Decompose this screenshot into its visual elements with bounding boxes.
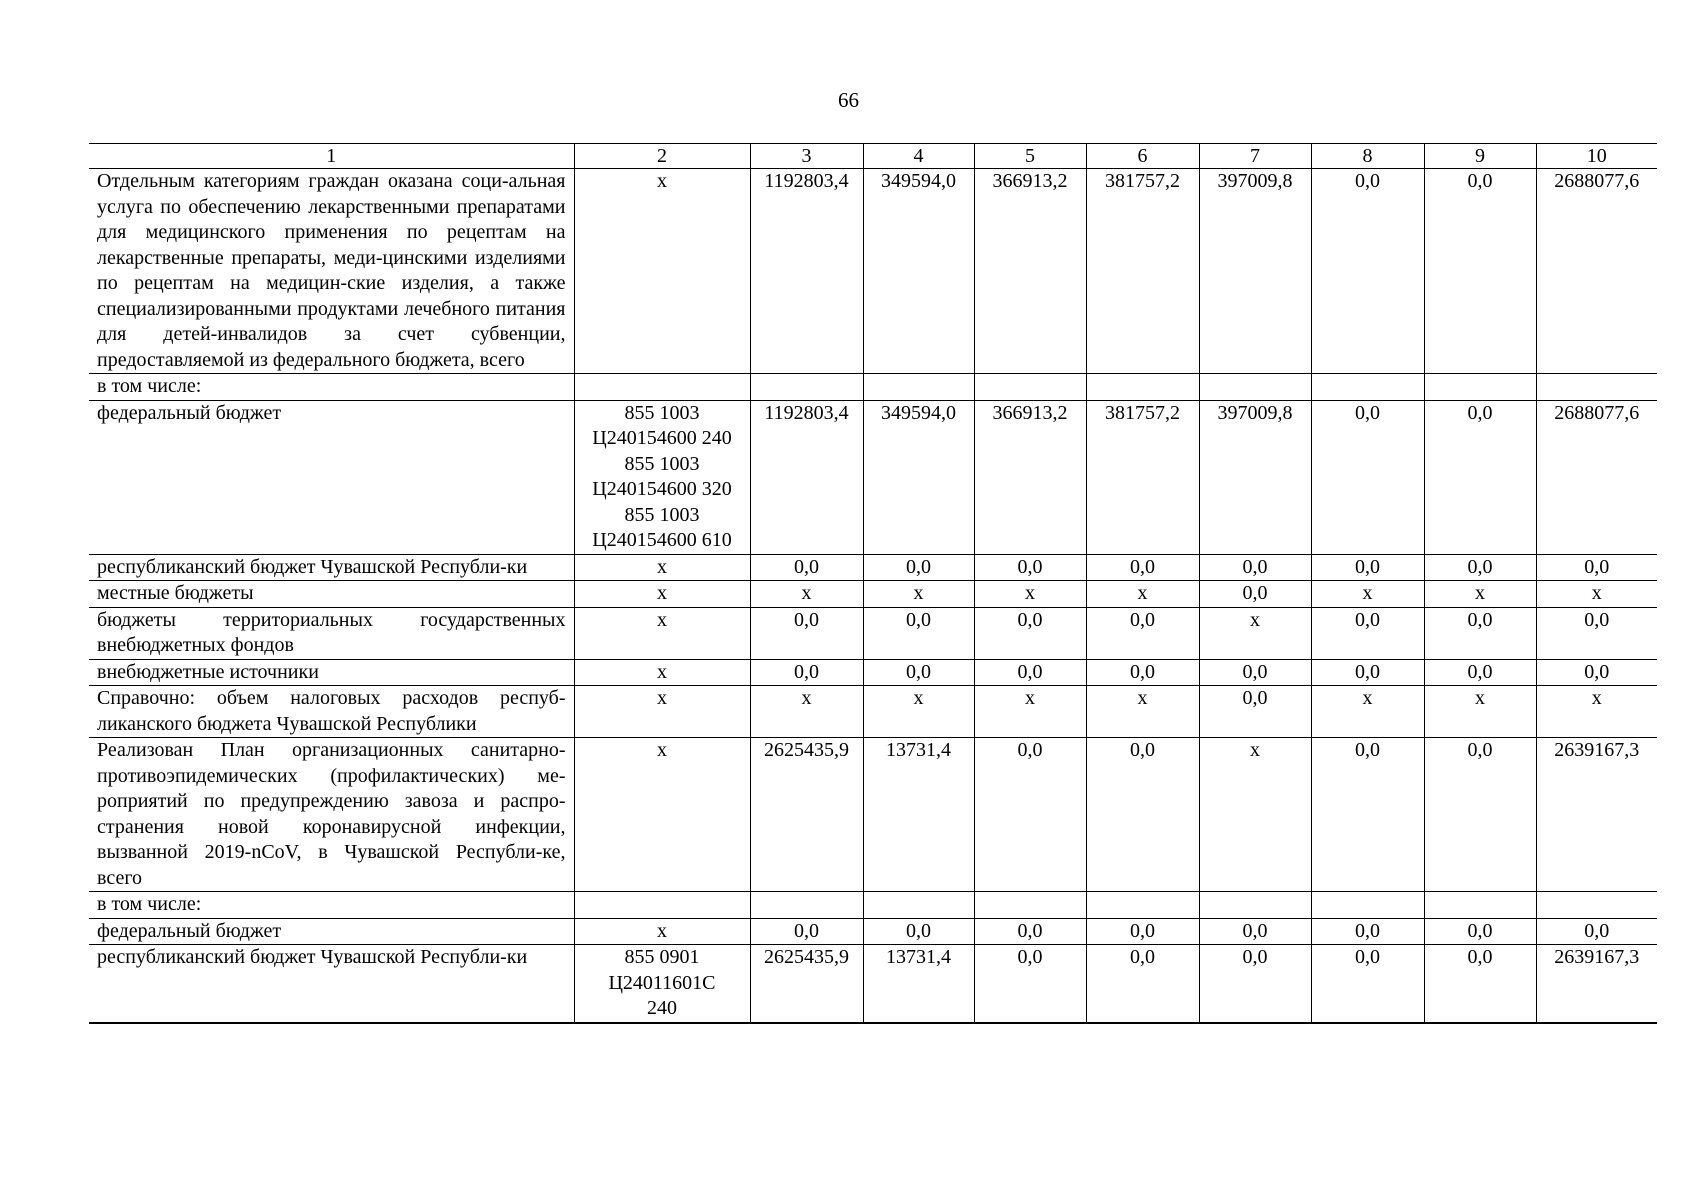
column-number-row bbox=[89, 144, 1657, 169]
table-cell: x bbox=[750, 686, 863, 738]
budget-code bbox=[574, 892, 750, 919]
table-cell: x bbox=[1536, 686, 1657, 738]
table-cell: 13731,4 bbox=[863, 945, 974, 1023]
row-label: в том числе: bbox=[89, 892, 574, 919]
table-cell bbox=[750, 892, 863, 919]
table-cell: 2625435,9 bbox=[750, 945, 863, 1023]
column-header: 10 bbox=[1536, 144, 1657, 169]
row-label: бюджеты территориальных государственных внебюджетных фондов bbox=[89, 607, 574, 659]
table-cell bbox=[1536, 892, 1657, 919]
table-cell: x bbox=[1311, 581, 1424, 608]
table-cell: 0,0 bbox=[974, 918, 1086, 945]
table-cell: 0,0 bbox=[974, 554, 1086, 581]
table-cell: x bbox=[863, 581, 974, 608]
table-cell: 0,0 bbox=[1311, 554, 1424, 581]
table-cell: 0,0 bbox=[1086, 738, 1199, 892]
table-row bbox=[89, 581, 1657, 608]
column-header: 3 bbox=[750, 144, 863, 169]
table-cell: x bbox=[1199, 738, 1311, 892]
table-cell: 1192803,4 bbox=[750, 400, 863, 554]
table-cell bbox=[1311, 374, 1424, 401]
column-header: 6 bbox=[1086, 144, 1199, 169]
table-cell: 0,0 bbox=[1311, 945, 1424, 1023]
budget-code: x bbox=[574, 607, 750, 659]
table-row bbox=[89, 918, 1657, 945]
table-cell: 0,0 bbox=[750, 918, 863, 945]
table-row bbox=[89, 945, 1657, 1023]
table-cell: 0,0 bbox=[1199, 554, 1311, 581]
table-cell: 0,0 bbox=[750, 554, 863, 581]
budget-code: x bbox=[574, 738, 750, 892]
budget-code: x bbox=[574, 554, 750, 581]
table-cell: 381757,2 bbox=[1086, 169, 1199, 374]
column-header: 4 bbox=[863, 144, 974, 169]
table-cell bbox=[1536, 374, 1657, 401]
table-cell: 0,0 bbox=[974, 738, 1086, 892]
table-cell: 0,0 bbox=[1536, 918, 1657, 945]
table-cell: 349594,0 bbox=[863, 400, 974, 554]
budget-code: x bbox=[574, 169, 750, 374]
table-cell: 0,0 bbox=[1311, 169, 1424, 374]
table-cell: 2688077,6 bbox=[1536, 400, 1657, 554]
table-cell: 1192803,4 bbox=[750, 169, 863, 374]
table-cell: x bbox=[750, 581, 863, 608]
row-label: местные бюджеты bbox=[89, 581, 574, 608]
table-cell: 2639167,3 bbox=[1536, 738, 1657, 892]
budget-code: 855 0901 Ц24011601С 240 bbox=[574, 945, 750, 1023]
table-cell: 0,0 bbox=[1424, 918, 1536, 945]
table-cell: 2625435,9 bbox=[750, 738, 863, 892]
table-cell bbox=[1086, 892, 1199, 919]
row-label: внебюджетные источники bbox=[89, 659, 574, 686]
table-cell: 0,0 bbox=[1424, 945, 1536, 1023]
budget-code: 855 1003 Ц240154600 240 855 1003 Ц240154600 320 855 1003 Ц240154600 610 bbox=[574, 400, 750, 554]
table-cell: 0,0 bbox=[1086, 945, 1199, 1023]
table-row bbox=[89, 659, 1657, 686]
table-cell bbox=[1086, 374, 1199, 401]
table-cell: 13731,4 bbox=[863, 738, 974, 892]
table-cell: x bbox=[1536, 581, 1657, 608]
budget-table bbox=[89, 143, 1657, 1024]
table-cell: x bbox=[974, 686, 1086, 738]
table-cell: x bbox=[1086, 581, 1199, 608]
table-row bbox=[89, 607, 1657, 659]
table-cell bbox=[974, 374, 1086, 401]
table-row bbox=[89, 169, 1657, 374]
table-cell: 0,0 bbox=[863, 554, 974, 581]
table-cell: 397009,8 bbox=[1199, 169, 1311, 374]
table-cell: 0,0 bbox=[1311, 738, 1424, 892]
table-cell: 0,0 bbox=[750, 607, 863, 659]
row-label: Реализован План организационных санитарно-противоэпидемических (профилактических) ме-роприятий по предупреждению завоза и распро-странения новой коронавирусной инфекции, вызванной 2019-nCoV, в Чувашской Республи-ке, всего bbox=[89, 738, 574, 892]
table-cell bbox=[863, 892, 974, 919]
table-cell bbox=[1311, 892, 1424, 919]
table-cell: 0,0 bbox=[1199, 918, 1311, 945]
table-cell: 381757,2 bbox=[1086, 400, 1199, 554]
table-cell bbox=[863, 374, 974, 401]
table-cell: 0,0 bbox=[750, 659, 863, 686]
table-cell bbox=[974, 892, 1086, 919]
table-cell: x bbox=[1199, 607, 1311, 659]
table-cell: 0,0 bbox=[974, 607, 1086, 659]
column-header: 7 bbox=[1199, 144, 1311, 169]
table-cell: 0,0 bbox=[1086, 607, 1199, 659]
table-cell: 0,0 bbox=[1199, 686, 1311, 738]
table-cell: 0,0 bbox=[1536, 607, 1657, 659]
row-label: Отдельным категориям граждан оказана соци-альная услуга по обеспечению лекарственными препаратами для медицинского применения по рецептам на лекарственные препараты, меди-цинскими изделиями по рецептам на медицин-ские изделия, а также специализированными продуктами лечебного питания для детей-инвалидов за счет субвенции, предоставляемой из федерального бюджета, всего bbox=[89, 169, 574, 374]
column-header: 9 bbox=[1424, 144, 1536, 169]
table-cell bbox=[1199, 374, 1311, 401]
table-cell: 0,0 bbox=[1424, 738, 1536, 892]
row-label: в том числе: bbox=[89, 374, 574, 401]
table-cell: 0,0 bbox=[1311, 400, 1424, 554]
budget-code: x bbox=[574, 581, 750, 608]
table-cell: 366913,2 bbox=[974, 169, 1086, 374]
table-cell bbox=[1424, 892, 1536, 919]
table-cell: 0,0 bbox=[974, 945, 1086, 1023]
table-cell: x bbox=[1311, 686, 1424, 738]
table-cell: 0,0 bbox=[1086, 659, 1199, 686]
table-cell: 0,0 bbox=[1424, 554, 1536, 581]
table-cell: x bbox=[863, 686, 974, 738]
table-cell: 0,0 bbox=[1424, 607, 1536, 659]
row-label: федеральный бюджет bbox=[89, 918, 574, 945]
table-body bbox=[89, 169, 1657, 1023]
table-row bbox=[89, 892, 1657, 919]
table-cell: 397009,8 bbox=[1199, 400, 1311, 554]
table-cell: x bbox=[1424, 686, 1536, 738]
table-cell: 0,0 bbox=[1311, 659, 1424, 686]
table-cell: x bbox=[1424, 581, 1536, 608]
table-row bbox=[89, 738, 1657, 892]
budget-code: x bbox=[574, 686, 750, 738]
table-cell: 0,0 bbox=[1311, 607, 1424, 659]
table-cell: x bbox=[1086, 686, 1199, 738]
table-cell: 0,0 bbox=[1536, 659, 1657, 686]
table-cell: 0,0 bbox=[863, 659, 974, 686]
column-header: 8 bbox=[1311, 144, 1424, 169]
table-cell: 0,0 bbox=[1086, 918, 1199, 945]
table-cell: 0,0 bbox=[974, 659, 1086, 686]
table-cell: 0,0 bbox=[1086, 554, 1199, 581]
table-row bbox=[89, 400, 1657, 554]
row-label: республиканский бюджет Чувашской Республи-ки bbox=[89, 554, 574, 581]
budget-code: x bbox=[574, 918, 750, 945]
table-cell: 0,0 bbox=[1424, 169, 1536, 374]
table-cell: 2639167,3 bbox=[1536, 945, 1657, 1023]
table-row bbox=[89, 554, 1657, 581]
column-header: 2 bbox=[574, 144, 750, 169]
table-cell bbox=[1424, 374, 1536, 401]
table-cell: 2688077,6 bbox=[1536, 169, 1657, 374]
table-cell: x bbox=[974, 581, 1086, 608]
row-label: федеральный бюджет bbox=[89, 400, 574, 554]
table-cell: 366913,2 bbox=[974, 400, 1086, 554]
table-cell bbox=[750, 374, 863, 401]
table-row bbox=[89, 374, 1657, 401]
column-header: 1 bbox=[89, 144, 574, 169]
table-cell bbox=[1199, 892, 1311, 919]
table-cell: 0,0 bbox=[1199, 945, 1311, 1023]
table-cell: 0,0 bbox=[1199, 581, 1311, 608]
budget-code: x bbox=[574, 659, 750, 686]
column-header: 5 bbox=[974, 144, 1086, 169]
table-cell: 0,0 bbox=[863, 607, 974, 659]
table-cell: 0,0 bbox=[1311, 918, 1424, 945]
table-cell: 0,0 bbox=[1424, 659, 1536, 686]
table-cell: 349594,0 bbox=[863, 169, 974, 374]
page-number: 66 bbox=[838, 88, 859, 112]
budget-code bbox=[574, 374, 750, 401]
table-cell: 0,0 bbox=[1536, 554, 1657, 581]
table-cell: 0,0 bbox=[863, 918, 974, 945]
table-row bbox=[89, 686, 1657, 738]
table-cell: 0,0 bbox=[1424, 400, 1536, 554]
row-label: Справочно: объем налоговых расходов респуб-ликанского бюджета Чувашской Республики bbox=[89, 686, 574, 738]
table-cell: 0,0 bbox=[1199, 659, 1311, 686]
row-label: республиканский бюджет Чувашской Республи-ки bbox=[89, 945, 574, 1023]
